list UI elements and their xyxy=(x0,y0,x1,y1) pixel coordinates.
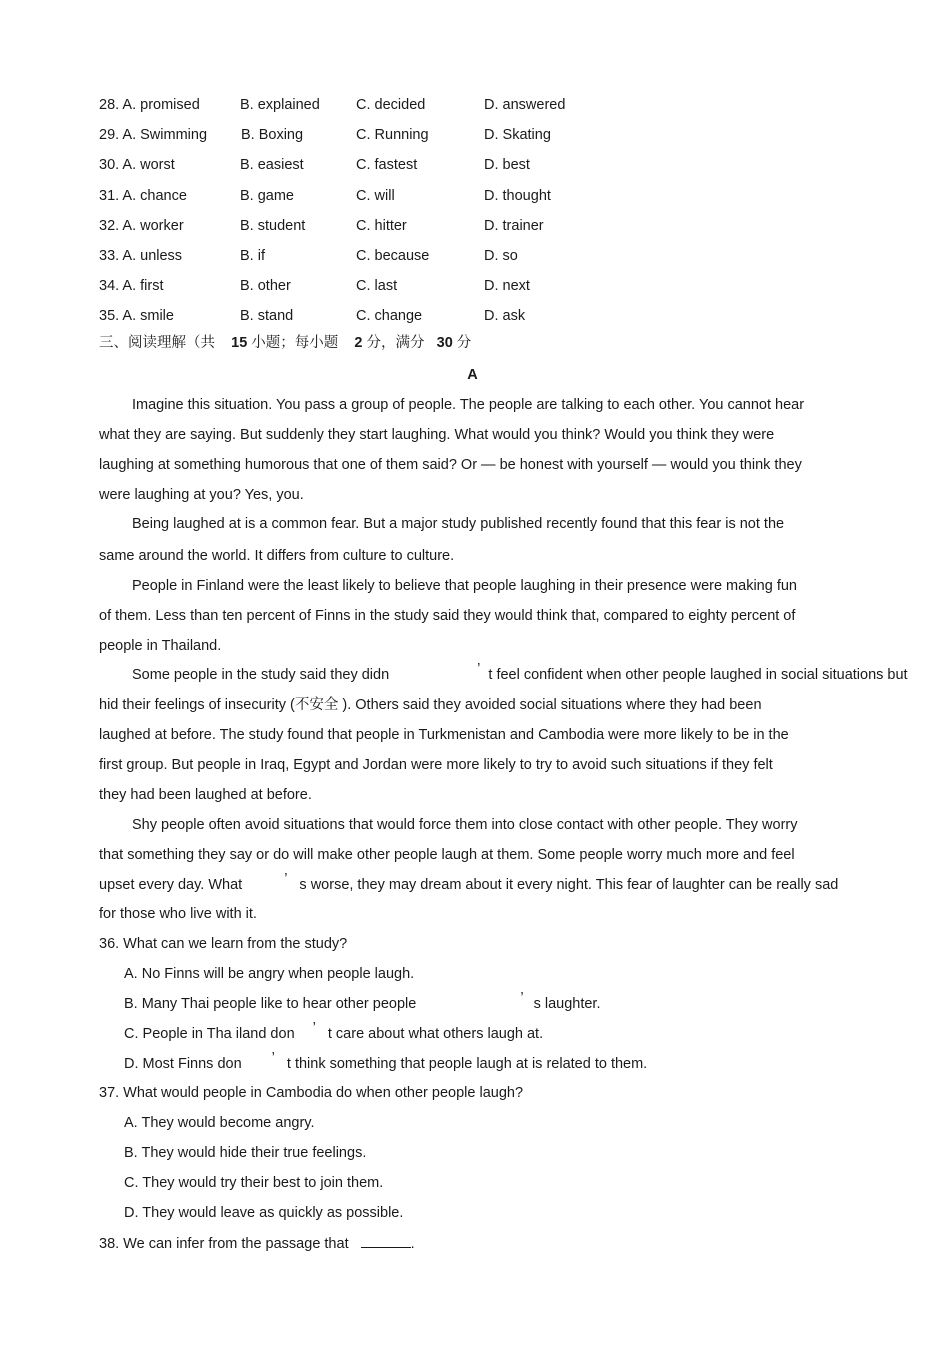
option-a: 28. A. promised xyxy=(99,97,200,113)
option-d: D. trainer xyxy=(484,218,544,234)
answer-option: A. No Finns will be angry when people laugh. xyxy=(124,966,415,982)
option-d: D. Skating xyxy=(484,127,551,143)
option-c: C. decided xyxy=(356,97,426,113)
passage-line: first group. But people in Iraq, Egypt and Jordan were more likely to try to avoid such situations if they felt xyxy=(99,757,773,773)
option-c: C. last xyxy=(356,278,398,294)
option-c: C. Running xyxy=(356,127,429,143)
answer-blank xyxy=(361,1235,411,1248)
answer-option: D. Most Finns don ’ t think something that people laugh at is related to them. xyxy=(124,1050,648,1072)
option-d: D. best xyxy=(484,157,530,173)
option-d: D. so xyxy=(484,248,518,264)
option-d: D. answered xyxy=(484,97,566,113)
option-b: B. Boxing xyxy=(241,127,304,143)
passage-line: people in Thailand. xyxy=(99,638,222,654)
passage-line: they had been laughed at before. xyxy=(99,787,312,803)
option-b: B. game xyxy=(240,188,294,204)
option-c: C. hitter xyxy=(356,218,407,234)
answer-option: D. They would leave as quickly as possible. xyxy=(124,1205,404,1221)
option-c: C. fastest xyxy=(356,157,418,173)
option-b: B. stand xyxy=(240,308,294,324)
passage-line: of them. Less than ten percent of Finns in the study said they would think that, compared to eighty percent of xyxy=(99,608,796,624)
option-b: B. if xyxy=(240,248,265,264)
passage-line: Being laughed at is a common fear. But a major study published recently found that this fear is not the xyxy=(132,516,785,532)
option-a: 31. A. chance xyxy=(99,188,187,204)
option-a: 32. A. worker xyxy=(99,218,184,234)
option-c: C. change xyxy=(356,308,423,324)
passage-line: laughed at before. The study found that people in Turkmenistan and Cambodia were more likely to be in the xyxy=(99,727,789,743)
answer-option: B. They would hide their true feelings. xyxy=(124,1145,367,1161)
passage-line: upset every day. What ’ s worse, they may dream about it every night. This fear of laughter can be really sad xyxy=(99,871,839,893)
passage-title: A xyxy=(467,367,478,383)
answer-option: C. People in Tha iland don ’ t care about what others laugh at. xyxy=(124,1020,544,1042)
passage-line: that something they say or do will make other people laugh at them. Some people worry much more and feel xyxy=(99,847,795,863)
passage-line: what they are saying. But suddenly they start laughing. What would you think? Would you think they were xyxy=(99,427,775,443)
option-a: 35. A. smile xyxy=(99,308,174,324)
option-a: 29. A. Swimming xyxy=(99,127,208,143)
option-d: D. thought xyxy=(484,188,551,204)
option-b: B. other xyxy=(240,278,291,294)
answer-option: B. Many Thai people like to hear other people ’ s laughter. xyxy=(124,990,601,1012)
question-stem-38: 38. We can infer from the passage that . xyxy=(99,1236,415,1252)
section-heading: 三、阅读理解（共 15 小题；每小题 2 分，满分 30 分 xyxy=(99,335,472,351)
option-a: 34. A. first xyxy=(99,278,164,294)
question-stem-37: 37. What would people in Cambodia do when other people laugh? xyxy=(99,1085,524,1101)
passage-line: Shy people often avoid situations that would force them into close contact with other people. They worry xyxy=(132,817,798,833)
option-a: 30. A. worst xyxy=(99,157,175,173)
passage-line: hid their feelings of insecurity (不安全 ). Others said they avoided social situations where they had been xyxy=(99,697,762,713)
passage-line: People in Finland were the least likely to believe that people laughing in their presence were making fun xyxy=(132,578,797,594)
answer-option: A. They would become angry. xyxy=(124,1115,315,1131)
option-b: B. easiest xyxy=(240,157,304,173)
option-b: B. student xyxy=(240,218,306,234)
option-c: C. will xyxy=(356,188,395,204)
question-stem-36: 36. What can we learn from the study? xyxy=(99,936,348,952)
option-d: D. next xyxy=(484,278,530,294)
option-a: 33. A. unless xyxy=(99,248,183,264)
answer-option: C. They would try their best to join them. xyxy=(124,1175,384,1191)
passage-line: Imagine this situation. You pass a group of people. The people are talking to each other. You cannot hear xyxy=(132,397,805,413)
passage-line: for those who live with it. xyxy=(99,906,257,922)
passage-line: same around the world. It differs from culture to culture. xyxy=(99,548,455,564)
passage-line: laughing at something humorous that one of them said? Or — be honest with yourself — would you think they xyxy=(99,457,802,473)
passage-line: Some people in the study said they didn ’ t feel confident when other people laughed in social situations but xyxy=(132,661,908,683)
option-c: C. because xyxy=(356,248,430,264)
option-d: D. ask xyxy=(484,308,526,324)
option-b: B. explained xyxy=(240,97,320,113)
passage-line: were laughing at you? Yes, you. xyxy=(99,487,304,503)
